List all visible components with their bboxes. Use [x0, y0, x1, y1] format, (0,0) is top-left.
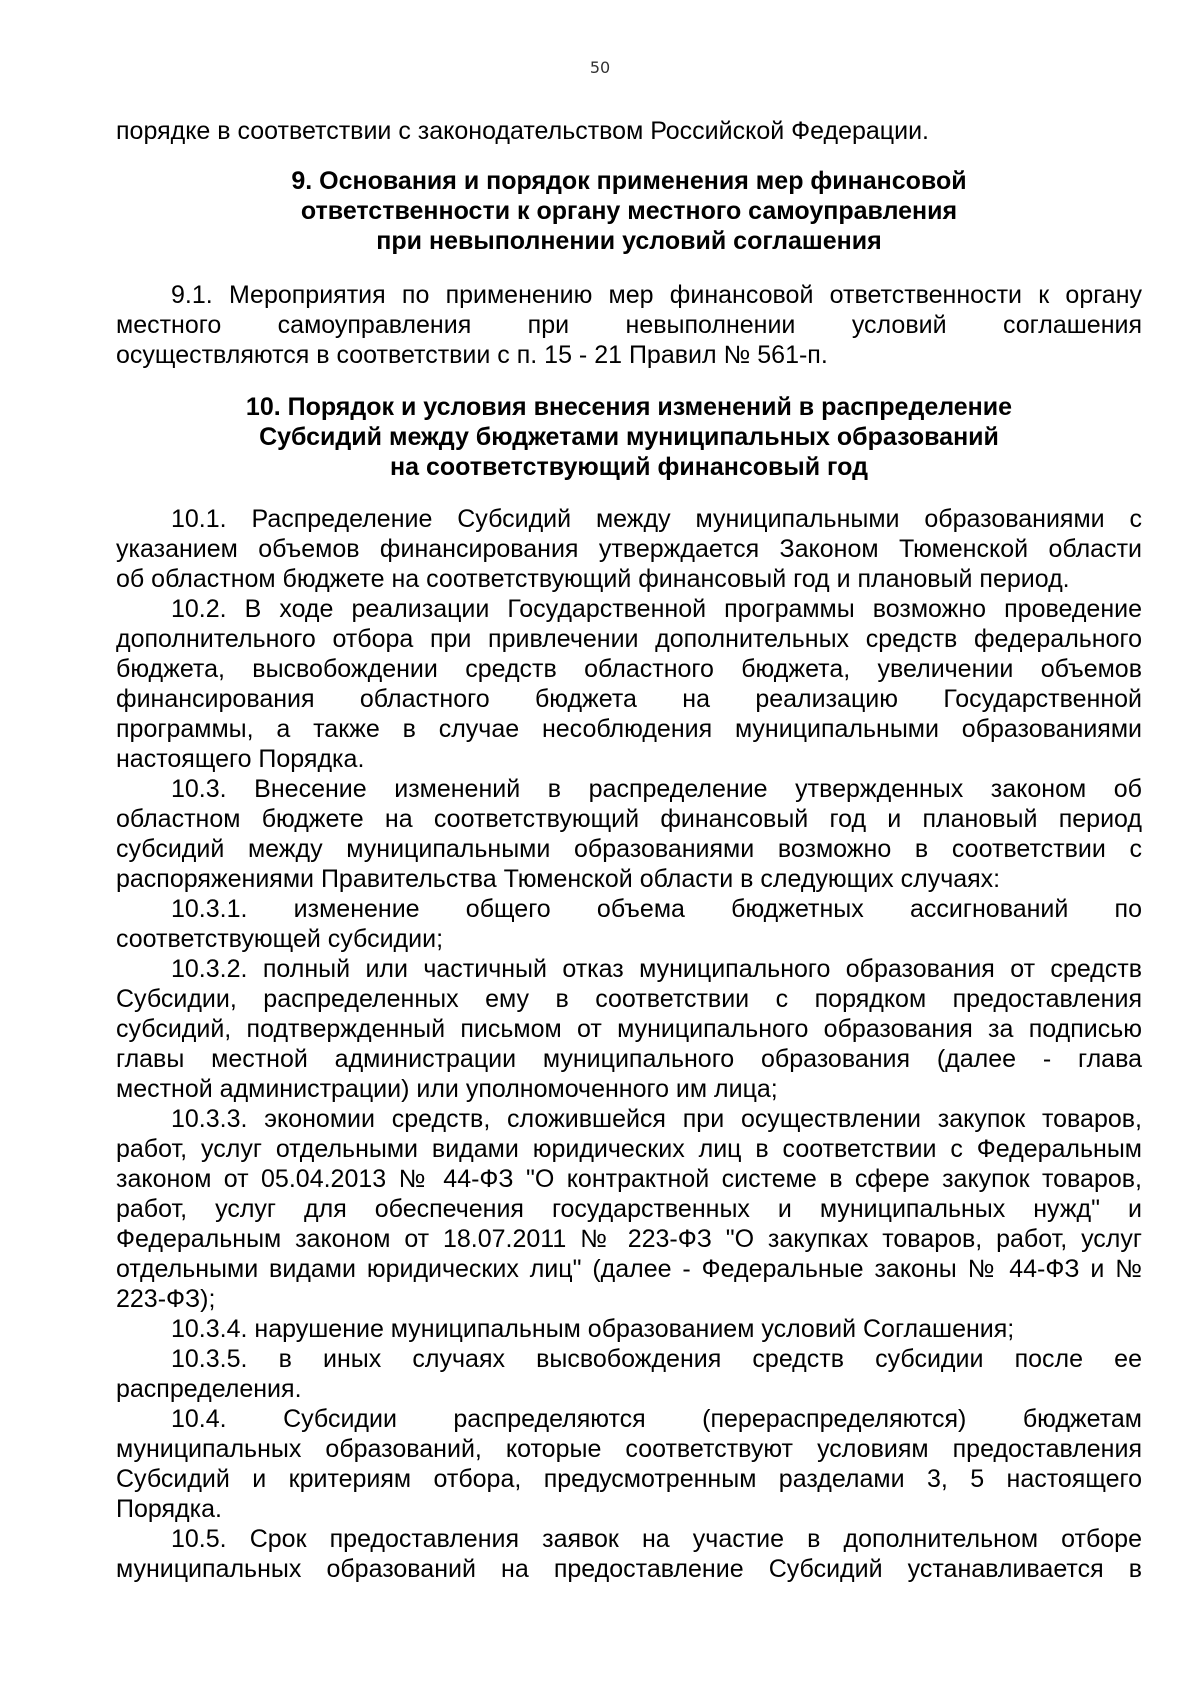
- paragraph-10-3-4: [116, 1314, 1142, 1344]
- paragraph-10-5: [116, 1524, 1142, 1584]
- heading-line: ответственности к органу местного самоуправления: [300, 197, 958, 225]
- section-9-heading: [116, 166, 1142, 256]
- heading-line: при невыполнении условий соглашения: [376, 227, 882, 255]
- text-line: дополнительного отбора при привлечении дополнительных средств федерального: [116, 625, 1142, 653]
- page-number: 50: [589, 58, 611, 77]
- text-line: 10.3.3. экономии средств, сложившейся при осуществлении закупок товаров,: [171, 1105, 1142, 1133]
- text-line: об областном бюджете на соответствующий финансовый год и плановый период.: [116, 565, 1070, 593]
- intro-line: порядке в соответствии с законодательством Российской Федерации.: [116, 117, 930, 145]
- text-line: Федеральным законом от 18.07.2011 № 223-ФЗ "О закупках товаров, работ, услуг: [116, 1225, 1142, 1253]
- paragraph-10-3: [116, 774, 1142, 894]
- text-line: указанием объемов финансирования утверждается Законом Тюменской области: [116, 535, 1142, 563]
- text-line: Субсидии, распределенных ему в соответствии с порядком предоставления: [116, 985, 1142, 1013]
- text-line: 10.2. В ходе реализации Государственной программы возможно проведение: [171, 595, 1142, 623]
- text-line: работ, услуг для обеспечения государственных и муниципальных нужд" и: [116, 1195, 1142, 1223]
- text-line: местной администрации) или уполномоченного им лица;: [116, 1075, 778, 1103]
- text-line: 10.4. Субсидии распределяются (перераспределяются) бюджетам: [171, 1405, 1142, 1433]
- text-line: работ, услуг отдельными видами юридических лиц в соответствии с Федеральным: [116, 1135, 1142, 1163]
- heading-line: на соответствующий финансовый год: [390, 453, 868, 481]
- text-line: Субсидий и критериям отбора, предусмотренным разделами 3, 5 настоящего: [116, 1465, 1142, 1493]
- text-line: субсидий, подтвержденный письмом от муниципального образования за подписью: [116, 1015, 1142, 1043]
- text-line: 10.3.5. в иных случаях высвобождения средств субсидии после ее: [171, 1345, 1142, 1373]
- text-line: 10.3. Внесение изменений в распределение утвержденных законом об: [171, 775, 1142, 803]
- text-line: муниципальных образований, которые соответствуют условиям предоставления: [116, 1435, 1142, 1463]
- text-line: главы местной администрации муниципального образования (далее - глава: [116, 1045, 1142, 1073]
- text-line: 10.3.1. изменение общего объема бюджетных ассигнований по: [171, 895, 1142, 923]
- text-line: 10.1. Распределение Субсидий между муниципальными образованиями с: [171, 505, 1142, 533]
- text-line: Порядка.: [116, 1495, 222, 1523]
- text-line: 10.3.2. полный или частичный отказ муниципального образования от средств: [171, 955, 1142, 983]
- paragraph-10-1: [116, 504, 1142, 594]
- text-line: распоряжениями Правительства Тюменской области в следующих случаях:: [116, 865, 1001, 893]
- paragraph-10-2: [116, 594, 1142, 774]
- paragraph-10-3-1: [116, 894, 1142, 954]
- paragraph-10-4: [116, 1404, 1142, 1524]
- text-line: 10.5. Срок предоставления заявок на участие в дополнительном отборе: [171, 1525, 1142, 1553]
- text-line: 9.1. Мероприятия по применению мер финансовой ответственности к органу: [171, 281, 1142, 309]
- paragraph-9-1: [116, 280, 1142, 370]
- text-line: программы, а также в случае несоблюдения муниципальными образованиями: [116, 715, 1142, 743]
- text-line: муниципальных образований на предоставление Субсидий устанавливается в: [116, 1555, 1142, 1583]
- text-line: настоящего Порядка.: [116, 745, 365, 773]
- document-body: [116, 116, 1142, 1584]
- section-10-body: [116, 504, 1142, 1584]
- heading-line: 10. Порядок и условия внесения изменений в распределение: [245, 393, 1013, 421]
- text-line: субсидий между муниципальными образованиями возможно в соответствии с: [116, 835, 1142, 863]
- text-line: бюджета, высвобождении средств областного бюджета, увеличении объемов: [116, 655, 1142, 683]
- text-line: областном бюджете на соответствующий финансовый год и плановый период: [116, 805, 1142, 833]
- text-line: законом от 05.04.2013 № 44-ФЗ "О контрактной системе в сфере закупок товаров,: [116, 1165, 1142, 1193]
- text-line: отдельными видами юридических лиц" (далее - Федеральные законы № 44-ФЗ и №: [116, 1255, 1142, 1283]
- paragraph-10-3-5: [116, 1344, 1142, 1404]
- text-line: распределения.: [116, 1375, 302, 1403]
- heading-line: 9. Основания и порядок применения мер финансовой: [291, 167, 967, 195]
- text-line: местного самоуправления при невыполнении условий соглашения: [116, 311, 1142, 339]
- heading-line: Субсидий между бюджетами муниципальных образований: [259, 423, 999, 451]
- text-line: соответствующей субсидии;: [116, 925, 444, 953]
- text-line: осуществляются в соответствии с п. 15 - 21 Правил № 561-п.: [116, 341, 828, 369]
- text-line: 10.3.4. нарушение муниципальным образованием условий Соглашения;: [171, 1315, 1015, 1343]
- paragraph-10-3-2: [116, 954, 1142, 1104]
- text-line: 223-ФЗ);: [116, 1285, 216, 1313]
- paragraph-10-3-3: [116, 1104, 1142, 1314]
- section-10-heading: [116, 392, 1142, 482]
- text-line: финансирования областного бюджета на реализацию Государственной: [116, 685, 1142, 713]
